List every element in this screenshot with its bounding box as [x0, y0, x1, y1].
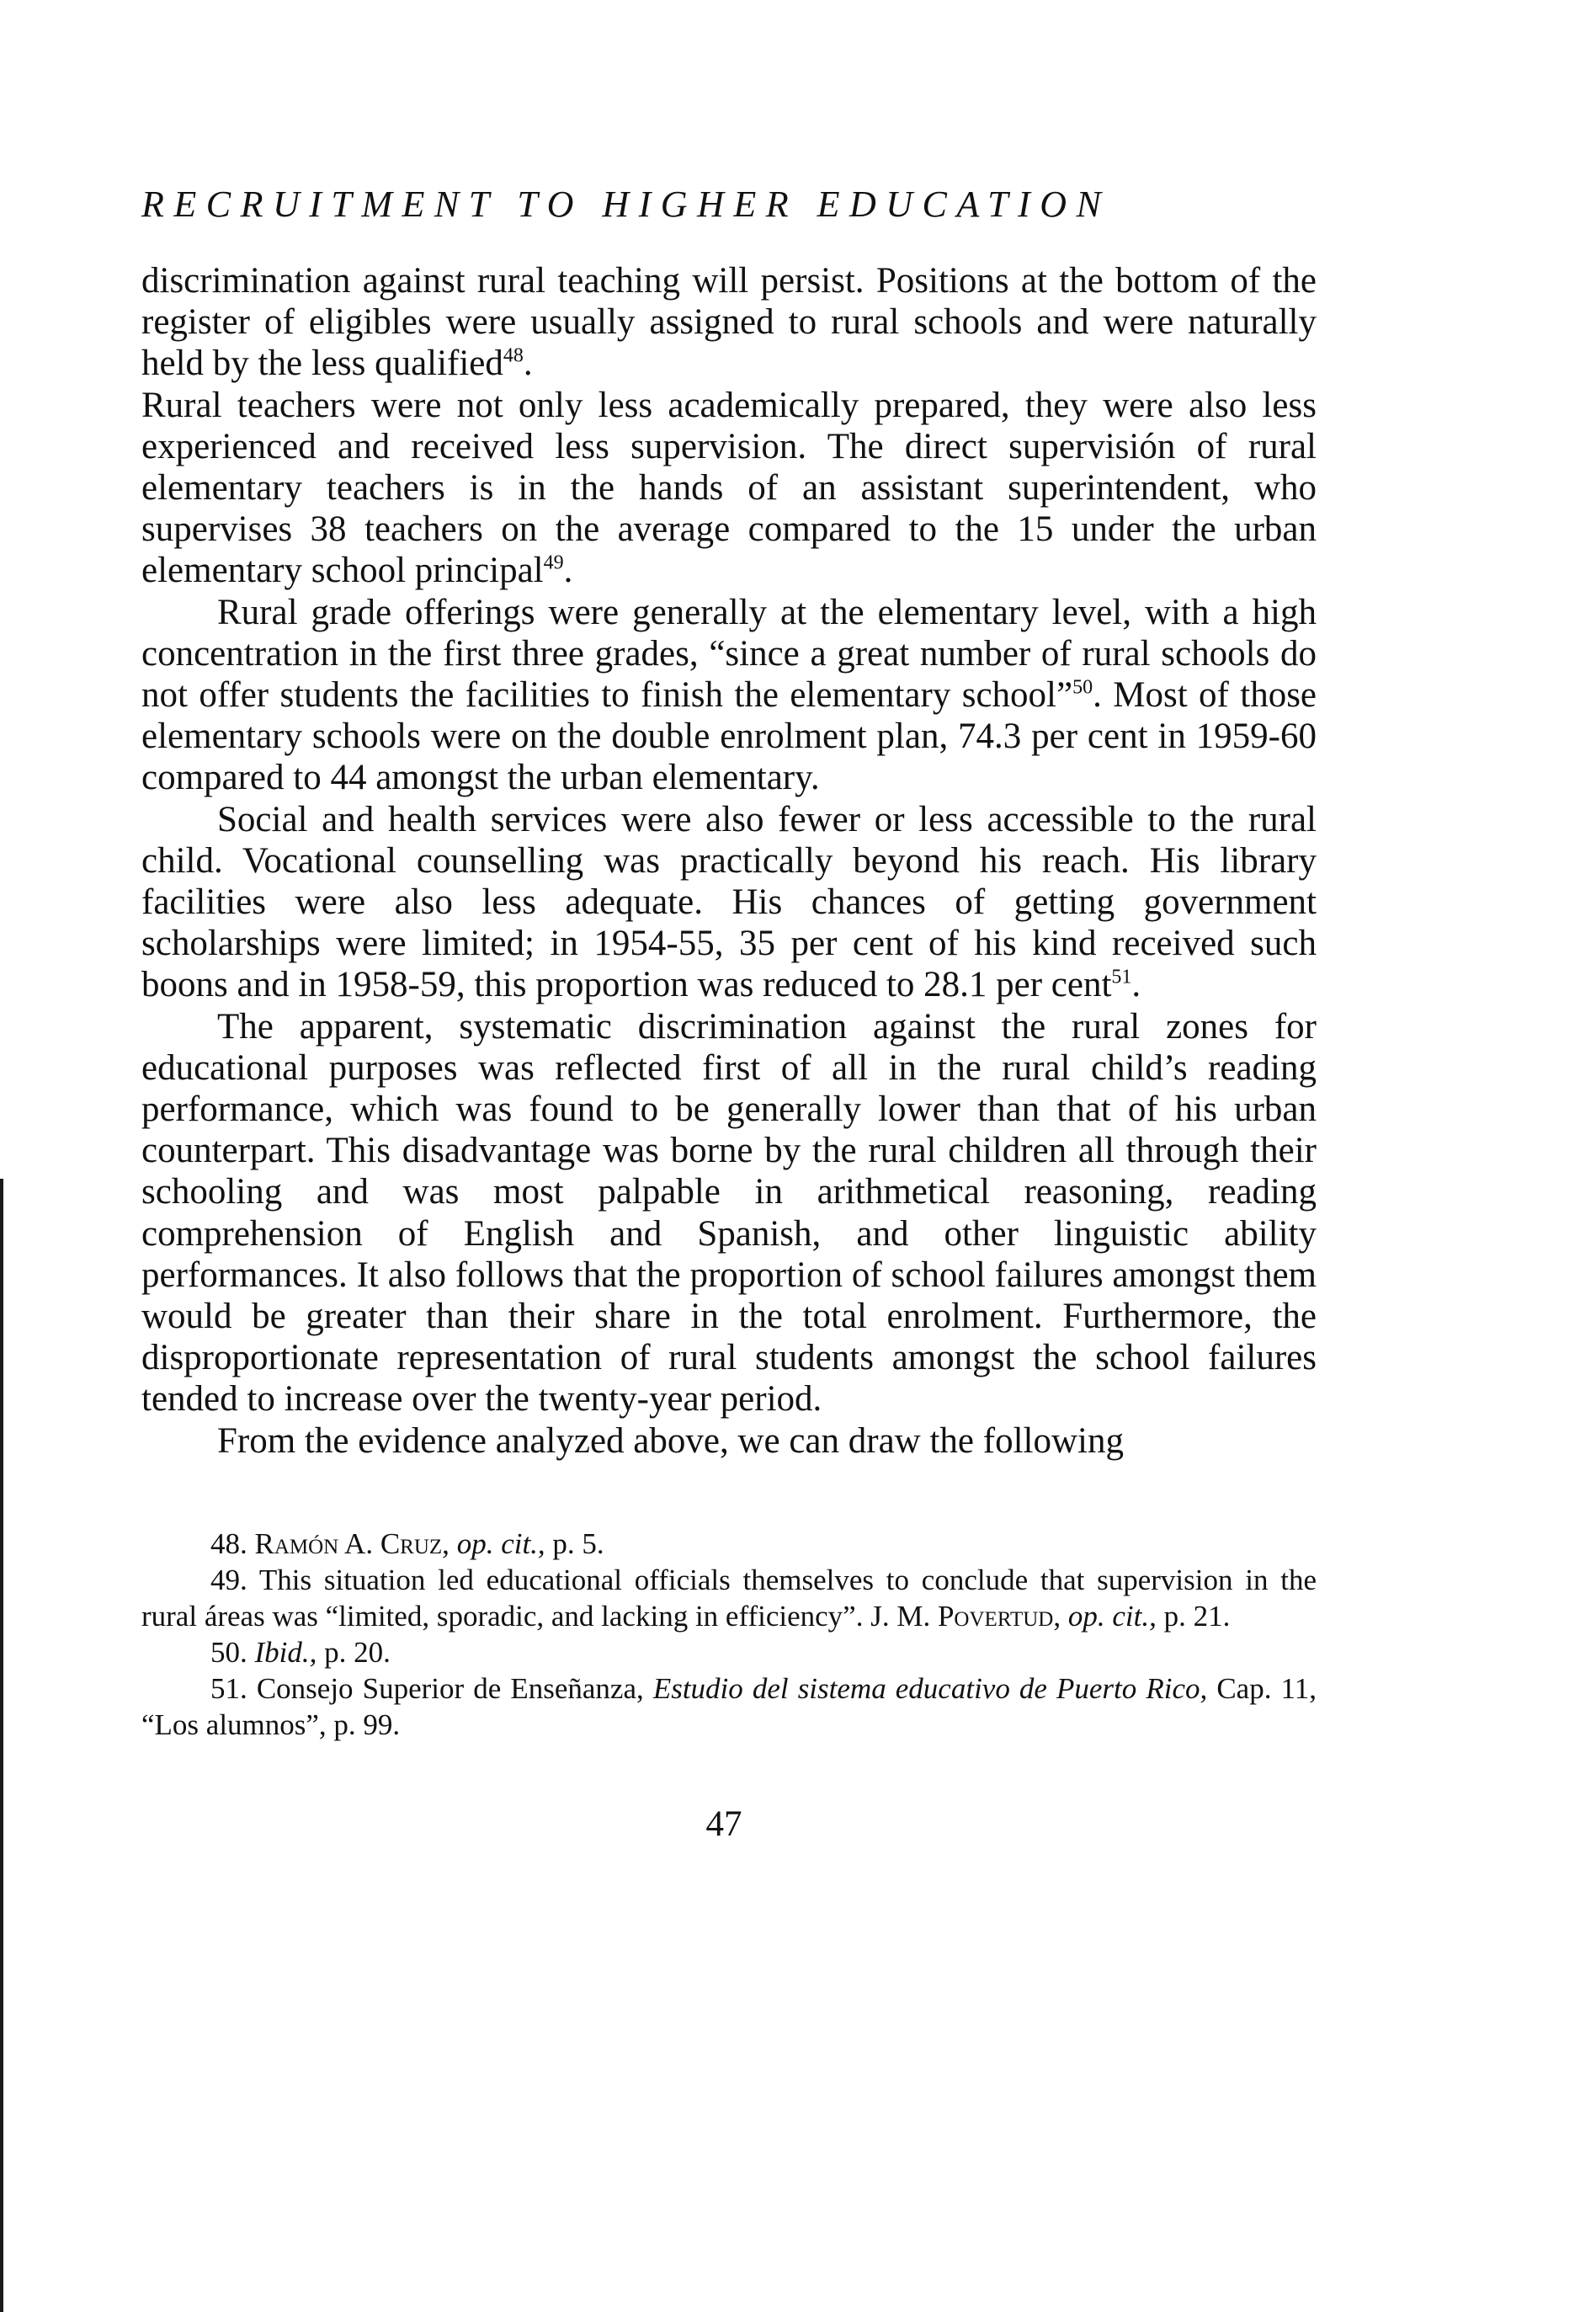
paragraph-text-cont: . — [1131, 965, 1141, 1005]
footnote-ref-51[interactable]: 51 — [1111, 967, 1132, 989]
paragraph-4 — [141, 799, 1317, 1006]
paragraph-text: From the evidence analyzed above, we can draw the following — [217, 1420, 1124, 1461]
footnote-ref: op. cit., — [1067, 1599, 1157, 1633]
footnote-rest: p. 21. — [1163, 1599, 1231, 1633]
paragraph-5 — [141, 1006, 1317, 1420]
footnote-ref: Ibid., — [254, 1635, 317, 1669]
footnote-48 — [141, 1526, 1317, 1562]
footnote-ref: op. cit., — [456, 1526, 545, 1560]
footnote-51 — [141, 1670, 1317, 1743]
footnote-rest: p. 20. — [324, 1635, 391, 1669]
footnote-text: This situation led educational officials themselves to conclude that supervision in the rural áreas was “limited, sporadic, and lacking in efficiency”. J. M. — [141, 1563, 1317, 1633]
running-head: RECRUITMENT TO HIGHER EDUCATION — [141, 184, 1111, 225]
paragraph-text: Rural teachers were not only less academically prepared, they were also less experienced and received less supervision. The direct supervisión of rural elementary teachers is in the hands of an assistant superintendent, who supervises 38 teachers on the average compared to the 15 under the urban elementary school principal — [141, 385, 1317, 591]
paragraph-1 — [141, 260, 1317, 385]
footnote-rest: Cap. 11, “Los alumnos”, p. 99. — [141, 1671, 1317, 1741]
footnote-number: 49. — [210, 1563, 247, 1596]
paragraph-text: Rural grade offerings were generally at the elementary level, with a high concentration in the first three grades, “since a great number of rural schools do not offer students the facilities to finish the elementary school” — [141, 592, 1317, 716]
footnote-number: 48. — [210, 1526, 247, 1560]
paragraph-text: The apparent, systematic discrimination against the rural zones for educational purposes was reflected first of all in the rural child’s reading performance, which was found to be generally lower than that of his urban counterpart. This disadvantage was borne by the rural children all through their schooling and was most palpable in arithmetical reasoning, reading comprehension of English and Spanish, and other linguistic ability performances. It also follows that the proportion of school failures amongst them would be greater than their share in the total enrolment. Furthermore, the disproportionate representation of rural students amongst the school failures tended to increase over the twenty-year period. — [141, 1006, 1317, 1420]
paragraph-3 — [141, 592, 1317, 799]
paragraph-text-cont: . — [523, 344, 533, 384]
paragraph-text: Social and health services were also fewer or less accessible to the rural child. Vocational counselling was practically beyond his reach. His library facilities were also less adequate. His chances of getting government scholarships were limited; in 1954-55, 35 per cent of his kind received such boons and in 1958-59, this proportion was reduced to 28.1 per cent — [141, 799, 1317, 1005]
footnote-author: Ramón A. Cruz, — [254, 1526, 450, 1560]
footnote-ref-49[interactable]: 49 — [543, 552, 564, 575]
footnote-title: Estudio del sistema educativo de Puerto Rico, — [652, 1671, 1208, 1705]
footnote-number: 51. — [210, 1671, 247, 1705]
footnote-50 — [141, 1634, 1317, 1670]
footnote-rest: p. 5. — [552, 1526, 604, 1560]
footnote-ref-48[interactable]: 48 — [503, 345, 524, 368]
footnote-author: Povertud, — [937, 1599, 1061, 1633]
scan-edge-line — [0, 1179, 3, 2312]
paragraph-6 — [141, 1420, 1317, 1462]
paragraph-text-cont: . — [563, 551, 573, 591]
body-text — [141, 260, 1317, 1462]
paragraph-2 — [141, 385, 1317, 592]
page-number: 47 — [705, 1803, 742, 1844]
book-page — [141, 164, 1317, 1845]
footnotes — [141, 1526, 1317, 1743]
paragraph-text: discrimination against rural teaching will persist. Positions at the bottom of the register of eligibles were usually assigned to rural schools and were naturally held by the less qualified — [141, 261, 1317, 384]
paragraph-text-cont: . Most of those elementary schools were on the double enrolment plan, 74.3 per cent in 1959-60 compared to 44 amongst the urban elementary. — [141, 675, 1317, 798]
footnote-49 — [141, 1562, 1317, 1634]
footnote-ref-50[interactable]: 50 — [1072, 676, 1093, 699]
footnote-text: Consejo Superior de Enseñanza, — [256, 1671, 644, 1705]
footnote-number: 50. — [210, 1635, 247, 1669]
